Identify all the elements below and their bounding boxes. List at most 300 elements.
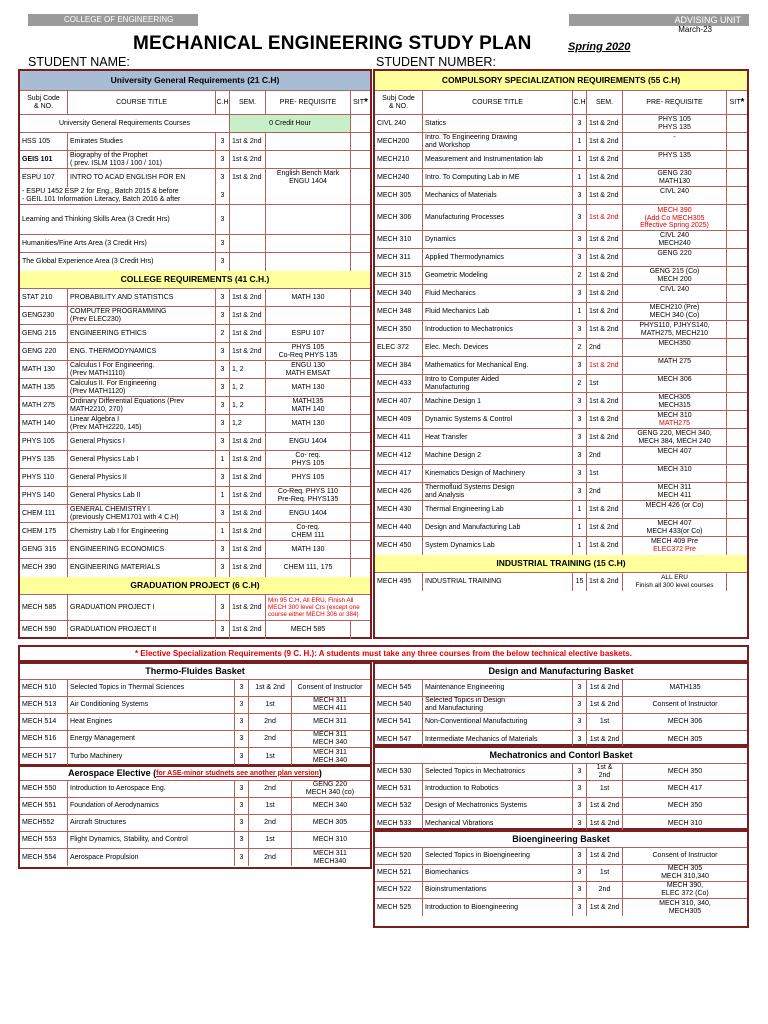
sit-cell[interactable] bbox=[351, 397, 370, 414]
table-row bbox=[375, 447, 747, 465]
course-title: General Physics I bbox=[68, 433, 216, 450]
aero-elective-table bbox=[18, 765, 372, 869]
table-row bbox=[375, 714, 747, 731]
semester: 1st & 2nd bbox=[587, 764, 623, 780]
semester: 1st bbox=[587, 375, 623, 392]
prerequisite: MECH 311 MECH340 bbox=[313, 849, 347, 865]
prerequisite bbox=[266, 151, 351, 168]
course-title: Selected Topics in Bioengineering bbox=[423, 848, 573, 864]
course-title: General Physics II bbox=[68, 469, 216, 486]
table-row bbox=[375, 133, 747, 151]
credit-hours: 3 bbox=[235, 697, 249, 713]
mech-title: Mechatronics and Contorl Basket bbox=[489, 749, 633, 760]
course-title: Introduction to Aerospace Eng. bbox=[68, 781, 235, 797]
table-row bbox=[20, 487, 370, 505]
course-code: MECH 520 bbox=[375, 848, 423, 864]
credit-hours: 1 bbox=[573, 151, 587, 168]
sit-cell[interactable] bbox=[351, 379, 370, 396]
student-number-label: STUDENT NUMBER: bbox=[376, 55, 496, 69]
prerequisite: Co- req. PHYS 105 bbox=[266, 451, 351, 468]
semester: 1st & 2nd bbox=[230, 451, 266, 468]
prerequisite-line: MECH 306 bbox=[657, 376, 692, 383]
table-row bbox=[375, 697, 747, 714]
credit-hours: 3 bbox=[235, 781, 249, 797]
credit-hours: 3 bbox=[216, 469, 230, 486]
table-row bbox=[375, 501, 747, 519]
prerequisite bbox=[623, 267, 727, 284]
semester: 1st & 2nd bbox=[587, 680, 623, 696]
sit-cell[interactable] bbox=[727, 447, 747, 464]
sit-cell[interactable] bbox=[351, 541, 370, 558]
course-code: MECH 522 bbox=[375, 882, 423, 898]
course-title: Emirates Studies bbox=[68, 133, 216, 150]
sit-cell[interactable] bbox=[351, 433, 370, 450]
course-title: PROBABILITY AND STATISTICS bbox=[68, 289, 216, 306]
sit-cell[interactable] bbox=[351, 169, 370, 187]
date-text: March-23 bbox=[678, 25, 712, 34]
credit-hours: 3 bbox=[216, 253, 230, 271]
credit-hours: 3 bbox=[216, 397, 230, 414]
sit-cell[interactable] bbox=[727, 231, 747, 248]
course-code: HSS 105 bbox=[20, 133, 68, 150]
semester: 1st bbox=[587, 714, 623, 730]
col-sem: SEM. bbox=[587, 91, 623, 114]
table-row bbox=[20, 781, 370, 798]
prerequisite-line: GENG 215 (Co) bbox=[649, 268, 700, 275]
sit-cell[interactable] bbox=[727, 285, 747, 302]
prerequisite-line: MECH 409 Pre bbox=[650, 538, 699, 545]
semester: 1st & 2nd bbox=[230, 433, 266, 450]
prerequisite: GENG 220 MECH 340 (co) bbox=[305, 781, 355, 796]
course-code: PHYS 135 bbox=[20, 451, 68, 468]
semester: 1st & 2nd bbox=[587, 285, 623, 302]
sit-cell[interactable] bbox=[351, 469, 370, 486]
course-code: MECH 407 bbox=[375, 393, 423, 410]
aero-note: for ASE-minor studnets see another plan version bbox=[156, 769, 319, 777]
prerequisite: ALL ERU Finish all 300 level courses bbox=[623, 573, 727, 591]
credit-hours: 3 bbox=[573, 848, 587, 864]
semester: 1st & 2nd bbox=[230, 169, 266, 187]
sit-cell[interactable] bbox=[351, 235, 370, 252]
ugr-title: University General Requirements (21 C.H) bbox=[110, 74, 280, 85]
prerequisite-line: - bbox=[673, 134, 676, 141]
table-row bbox=[20, 415, 370, 433]
prerequisite-line: MECH 411 bbox=[657, 491, 692, 499]
prerequisite bbox=[623, 285, 727, 302]
table-row bbox=[375, 537, 747, 555]
table-row bbox=[20, 680, 370, 697]
sit-cell[interactable] bbox=[351, 415, 370, 432]
prerequisite: MECH 305 MECH 310,340 bbox=[661, 865, 709, 880]
sit-cell[interactable] bbox=[351, 361, 370, 378]
course-code: MECH 532 bbox=[375, 798, 423, 814]
table-row bbox=[375, 357, 747, 375]
course-title: Introduction to Robotics bbox=[423, 781, 573, 797]
course-code: MECH 513 bbox=[20, 697, 68, 713]
semester: 1st & 2nd bbox=[587, 151, 623, 168]
sit-star: * bbox=[363, 96, 368, 108]
semester bbox=[230, 235, 266, 252]
thermo-header bbox=[20, 664, 370, 680]
table-row bbox=[20, 361, 370, 379]
prerequisite bbox=[623, 187, 727, 204]
course-code: MECH 411 bbox=[375, 429, 423, 446]
course-code: MECH200 bbox=[375, 133, 423, 150]
sit-cell[interactable] bbox=[351, 253, 370, 271]
table-row bbox=[375, 573, 747, 591]
sit-cell[interactable] bbox=[351, 289, 370, 306]
course-title: Introduction to Mechatronics bbox=[423, 321, 573, 338]
sit-cell[interactable] bbox=[351, 115, 370, 132]
prerequisite bbox=[623, 321, 727, 338]
credit-hours: 2 bbox=[216, 325, 230, 342]
table-row bbox=[375, 151, 747, 169]
course-code: MECH 412 bbox=[375, 447, 423, 464]
credit-hours: 3 bbox=[216, 307, 230, 324]
semester: 1st & 2nd bbox=[587, 411, 623, 428]
course-title: Ordinary Differential Equations (Prev MATH2210, 270) bbox=[68, 397, 216, 414]
column-header-row-right bbox=[375, 91, 747, 115]
compulsory-header bbox=[375, 71, 747, 91]
course-title: ENGINEERING ECONOMICS bbox=[68, 541, 216, 558]
course-code: PHYS 140 bbox=[20, 487, 68, 504]
col-code: Subj Code & NO. bbox=[375, 91, 423, 114]
course-title: Aerospace Propulsion bbox=[68, 849, 235, 866]
sit-cell[interactable] bbox=[727, 411, 747, 428]
bio-header bbox=[375, 832, 747, 848]
prerequisite-line: MECH350 bbox=[658, 340, 691, 347]
course-title: General Physics Lab II bbox=[68, 487, 216, 504]
prerequisite: MATH 130 bbox=[266, 379, 351, 396]
sit-cell[interactable] bbox=[727, 321, 747, 338]
advising-unit-label: ADVISING UNIT bbox=[569, 14, 749, 26]
semester: 2nd bbox=[587, 483, 623, 500]
credit-hours: 3 bbox=[235, 815, 249, 831]
course-code: GENG 215 bbox=[20, 325, 68, 342]
course-code: MECH 547 bbox=[375, 731, 423, 748]
table-row bbox=[375, 483, 747, 501]
semester: 1,2 bbox=[230, 415, 266, 432]
sit-cell[interactable] bbox=[727, 205, 747, 230]
sit-cell[interactable] bbox=[351, 523, 370, 540]
credit-hours: 3 bbox=[573, 483, 587, 500]
course-title: COMPUTER PROGRAMMING (Prev ELEC230) bbox=[68, 307, 216, 324]
prerequisite-line: MECH240 bbox=[658, 239, 691, 247]
course-code: MECH 417 bbox=[375, 465, 423, 482]
semester: 2nd bbox=[587, 339, 623, 356]
prerequisite-line: MATH130 bbox=[659, 177, 690, 185]
sit-cell[interactable] bbox=[351, 151, 370, 168]
table-row bbox=[20, 169, 370, 187]
sit-cell[interactable] bbox=[727, 249, 747, 266]
credit-hours: 3 bbox=[573, 249, 587, 266]
electives-banner-text: * Elective Specialization Requirements (9 C. H.): A students must take any three courses from the below technical elective baskets. bbox=[135, 648, 632, 658]
semester: 1st bbox=[249, 832, 292, 848]
credit-hours: 3 bbox=[573, 764, 587, 780]
grad-header bbox=[20, 577, 370, 595]
prerequisite: MECH 417 bbox=[667, 785, 703, 793]
semester: 1st & 2nd bbox=[587, 731, 623, 748]
training-title: INDUSTRIAL TRAINING (15 C.H) bbox=[496, 557, 626, 568]
credit-hours: 3 bbox=[573, 321, 587, 338]
credit-hours: 3 bbox=[216, 133, 230, 150]
sit-cell[interactable] bbox=[727, 115, 747, 132]
sit-cell[interactable] bbox=[727, 339, 747, 356]
semester: 2nd bbox=[249, 731, 292, 747]
prerequisite-line: PHYS 105 bbox=[658, 116, 691, 123]
course-title: INDUSTRIAL TRAINING bbox=[423, 573, 573, 591]
sit-cell[interactable] bbox=[727, 375, 747, 392]
course-title: Introduction to Bioengineering bbox=[423, 899, 573, 916]
prerequisite-line: MECH 340 (Co) bbox=[649, 311, 700, 319]
semester: 1st & 2nd bbox=[230, 151, 266, 168]
sit-cell[interactable] bbox=[351, 487, 370, 504]
aero-header bbox=[20, 767, 370, 781]
course-code: MATH 140 bbox=[20, 415, 68, 432]
electives-banner-row bbox=[20, 647, 747, 660]
table-row bbox=[20, 523, 370, 541]
credit-hours: 3 bbox=[216, 169, 230, 187]
credit-hours: 3 bbox=[216, 151, 230, 168]
prerequisite: MECH 311 bbox=[313, 718, 347, 726]
credit-hours: 3 bbox=[573, 447, 587, 464]
course-code: MECH552 bbox=[20, 815, 68, 831]
course-code: MECH 340 bbox=[375, 285, 423, 302]
sit-cell[interactable] bbox=[351, 505, 370, 522]
credit-hours: 3 bbox=[573, 357, 587, 374]
semester: 1st bbox=[587, 865, 623, 881]
sit-cell[interactable] bbox=[727, 501, 747, 518]
table-row bbox=[375, 899, 747, 916]
table-row bbox=[20, 849, 370, 866]
credit-hours: 3 bbox=[573, 697, 587, 713]
prerequisite-line: MECH 311 bbox=[657, 484, 692, 491]
prerequisite: ENGU 1404 bbox=[266, 433, 351, 450]
credit-hours: 3 bbox=[235, 798, 249, 814]
credit-hours: 3 bbox=[573, 798, 587, 814]
table-row bbox=[20, 714, 370, 731]
prerequisite-line: MECH 433(or Co) bbox=[646, 527, 703, 535]
prerequisite: PHYS 105 bbox=[266, 469, 351, 486]
table-row bbox=[20, 289, 370, 307]
credit-hours: 3 bbox=[235, 849, 249, 866]
course-code: MECH 517 bbox=[20, 748, 68, 765]
course-title: Calculus II. For Engineering (Prev MATH1120) bbox=[68, 379, 216, 396]
table-row bbox=[20, 235, 370, 253]
mechatronics-rows bbox=[375, 764, 747, 832]
course-title: Dynamic Systems & Control bbox=[423, 411, 573, 428]
course-code: MECH 348 bbox=[375, 303, 423, 320]
course-title: Machine Design 1 bbox=[423, 393, 573, 410]
sit-cell[interactable] bbox=[351, 343, 370, 360]
sit-cell[interactable] bbox=[727, 187, 747, 204]
prerequisite: MATH 130 bbox=[266, 289, 351, 306]
sit-cell[interactable] bbox=[727, 303, 747, 320]
sit-cell[interactable] bbox=[351, 559, 370, 577]
sit-star: * bbox=[740, 96, 745, 108]
semester bbox=[230, 205, 266, 234]
prerequisite bbox=[623, 249, 727, 266]
prerequisite-line: MECH 407 bbox=[657, 448, 692, 455]
semester: 1st & 2nd bbox=[587, 133, 623, 150]
semester: 1st & 2nd bbox=[230, 487, 266, 504]
prerequisite: ENGU 1404 bbox=[266, 505, 351, 522]
prerequisite: MECH 305 bbox=[667, 735, 703, 743]
course-code: MECH 433 bbox=[375, 375, 423, 392]
sit-cell[interactable] bbox=[727, 537, 747, 555]
col-title: COURSE TITLE bbox=[68, 91, 216, 114]
sit-cell[interactable] bbox=[727, 465, 747, 482]
col-code: Subj Code & NO. bbox=[20, 91, 68, 114]
credit-hours: 3 bbox=[216, 343, 230, 360]
aero-title-cell bbox=[20, 767, 370, 780]
prerequisite bbox=[266, 205, 351, 234]
sit-cell[interactable] bbox=[727, 169, 747, 186]
course-code: MECH 310 bbox=[375, 231, 423, 248]
semester: 1st & 2nd bbox=[587, 899, 623, 916]
course-title: Intro. To Computing Lab in ME bbox=[423, 169, 573, 186]
course-title: Mechanics of Materials bbox=[423, 187, 573, 204]
prerequisite bbox=[623, 483, 727, 500]
table-row bbox=[20, 748, 370, 765]
course-code: MECH 510 bbox=[20, 680, 68, 696]
course-code: MECH240 bbox=[375, 169, 423, 186]
credit-hours: 3 bbox=[216, 289, 230, 306]
course-title: ENGINEERING ETHICS bbox=[68, 325, 216, 342]
credit-hours: 15 bbox=[573, 573, 587, 591]
semester: 2nd bbox=[249, 714, 292, 730]
aero-title-close: ) bbox=[318, 767, 322, 778]
semester: 1st & 2nd bbox=[587, 519, 623, 536]
prerequisite bbox=[623, 339, 727, 356]
wide-course-title: - ESPU 1452 ESP 2 for Eng., Batch 2015 & before - GEIL 101 Information Literacy, Batch 2016 & after bbox=[20, 187, 216, 204]
table-row bbox=[375, 231, 747, 249]
course-code: MATH 130 bbox=[20, 361, 68, 378]
ugr-wide-rows bbox=[20, 187, 370, 271]
sit-cell[interactable] bbox=[351, 621, 370, 639]
college-title: COLLEGE REQUIREMENTS (41 C.H.) bbox=[120, 273, 270, 284]
sit-cell[interactable] bbox=[351, 451, 370, 468]
prerequisite: Co-req. CHEM 111 bbox=[266, 523, 351, 540]
prerequisite-line: MECH 310 bbox=[657, 466, 692, 473]
table-row bbox=[375, 764, 747, 781]
grad-rows bbox=[20, 595, 370, 639]
sit-cell[interactable] bbox=[351, 133, 370, 150]
prerequisite-line: MECH315 bbox=[658, 401, 691, 409]
mechatronics-basket-table bbox=[373, 746, 749, 830]
credit-hours: 3 bbox=[216, 433, 230, 450]
semester: 1st & 2nd bbox=[587, 249, 623, 266]
sit-cell[interactable] bbox=[727, 483, 747, 500]
course-title: Fluid Mechanics bbox=[423, 285, 573, 302]
prerequisite: MECH 390, ELEC 372 (Co) bbox=[661, 882, 709, 897]
prerequisite bbox=[623, 393, 727, 410]
credit-hours: 3 bbox=[235, 731, 249, 747]
course-title: INTRO TO ACAD ENGLISH FOR EN bbox=[68, 169, 216, 187]
semester: 1st & 2nd bbox=[230, 523, 266, 540]
credit-hours: 3 bbox=[573, 205, 587, 230]
sit-cell[interactable] bbox=[727, 429, 747, 446]
ugr-courses-row bbox=[20, 115, 370, 133]
credit-hours: 3 bbox=[573, 815, 587, 832]
ugr-credit: 0 Credit Hour bbox=[230, 115, 351, 132]
sit-cell[interactable] bbox=[727, 267, 747, 284]
course-title: Fluid Mechanics Lab bbox=[423, 303, 573, 320]
course-code: MECH 409 bbox=[375, 411, 423, 428]
sit-cell[interactable] bbox=[351, 205, 370, 234]
sit-cell[interactable] bbox=[727, 573, 747, 591]
table-row bbox=[375, 680, 747, 697]
course-title: System Dynamics Lab bbox=[423, 537, 573, 555]
sit-cell[interactable] bbox=[351, 307, 370, 324]
compulsory-rows bbox=[375, 115, 747, 555]
course-title: Intro. To Engineering Drawing and Workshop bbox=[423, 133, 573, 150]
sit-cell[interactable] bbox=[351, 325, 370, 342]
table-row bbox=[375, 393, 747, 411]
semester: 1st & 2nd bbox=[230, 307, 266, 324]
credit-hours: 3 bbox=[216, 415, 230, 432]
sit-cell[interactable] bbox=[727, 393, 747, 410]
prerequisite-line: GENG 220, MECH 340, bbox=[637, 430, 712, 437]
course-title: Manufacturing Processes bbox=[423, 205, 573, 230]
semester: 1st & 2nd bbox=[587, 848, 623, 864]
prerequisite bbox=[623, 375, 727, 392]
sit-cell[interactable] bbox=[727, 357, 747, 374]
prerequisite-line: MECH 407 bbox=[657, 520, 692, 527]
aero-rows bbox=[20, 781, 370, 866]
prerequisite bbox=[623, 231, 727, 248]
semester: 1, 2 bbox=[230, 397, 266, 414]
course-code: MECH 590 bbox=[20, 621, 68, 639]
course-title: Intro to Computer Aided Manufacturing bbox=[423, 375, 573, 392]
course-title: Chemistry Lab I for Engineering bbox=[68, 523, 216, 540]
prerequisite bbox=[623, 303, 727, 320]
bio-rows bbox=[375, 848, 747, 916]
prerequisite bbox=[623, 205, 727, 230]
sit-cell[interactable] bbox=[727, 133, 747, 150]
prerequisite-line: MECH 426 (or Co) bbox=[645, 502, 704, 509]
course-code: MECH 541 bbox=[375, 714, 423, 730]
semester: 1st & 2nd bbox=[230, 343, 266, 360]
sit-cell[interactable] bbox=[727, 519, 747, 536]
prerequisite bbox=[623, 447, 727, 464]
table-row bbox=[375, 187, 747, 205]
course-title: Selected Topics in Thermal Sciences bbox=[68, 680, 235, 696]
prerequisite: MECH 585 bbox=[266, 621, 351, 639]
bio-basket-table bbox=[373, 830, 749, 928]
credit-hours: 3 bbox=[573, 731, 587, 748]
table-row bbox=[375, 429, 747, 447]
prerequisite: Consent of Instructor bbox=[652, 701, 718, 709]
prerequisite-line: MATH275, MECH210 bbox=[640, 329, 709, 337]
credit-hours: 3 bbox=[216, 541, 230, 558]
table-row bbox=[20, 325, 370, 343]
table-row bbox=[375, 267, 747, 285]
course-title: GRADUATION PROJECT II bbox=[68, 621, 216, 639]
college-label: COLLEGE OF ENGINEERING bbox=[28, 14, 198, 26]
course-title: Dynamics bbox=[423, 231, 573, 248]
course-code: MECH 450 bbox=[375, 537, 423, 555]
sit-cell[interactable] bbox=[351, 187, 370, 204]
credit-hours: 3 bbox=[573, 429, 587, 446]
table-row bbox=[375, 249, 747, 267]
sit-cell[interactable] bbox=[727, 151, 747, 168]
course-code: MECH210 bbox=[375, 151, 423, 168]
credit-hours: 3 bbox=[573, 899, 587, 916]
credit-hours: 3 bbox=[216, 595, 230, 620]
course-title: Biomechanics bbox=[423, 865, 573, 881]
course-code: MECH 426 bbox=[375, 483, 423, 500]
